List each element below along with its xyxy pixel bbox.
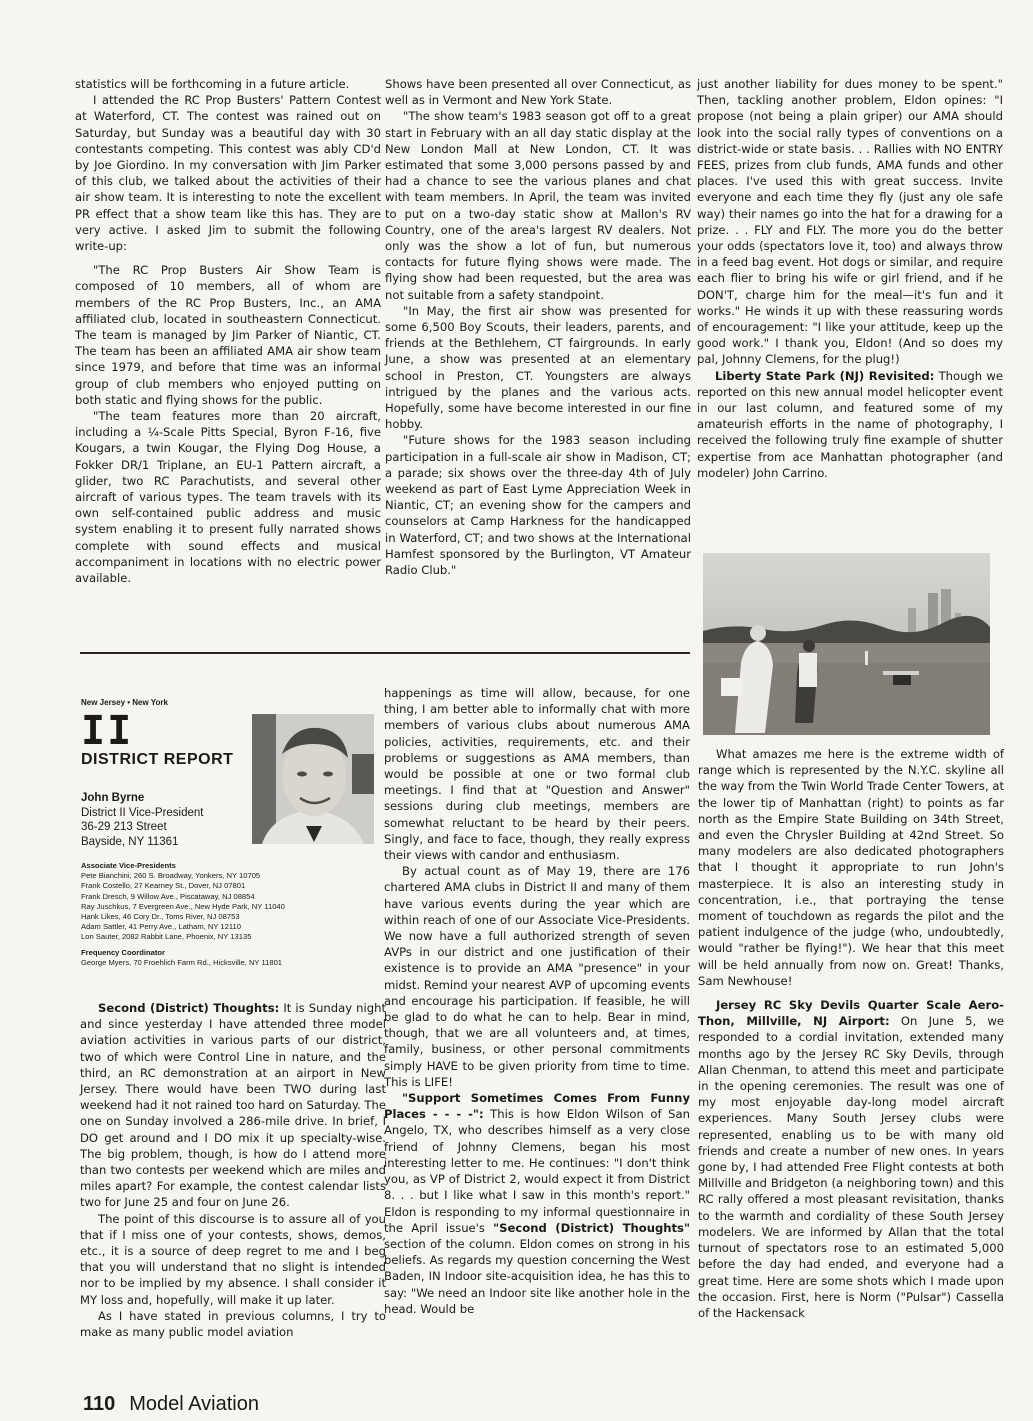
page-number: 110 bbox=[83, 1393, 116, 1415]
vp-street: 36-29 213 Street bbox=[81, 821, 167, 833]
paragraph-text: Though we reported on this new annual model helicopter event in our last column, and featured some of my amateurish efforts in the name of photography, I received the following truly fine example of shutter expertise from ace Manhattan photographer (and modeler) John Carrino. bbox=[697, 368, 1003, 480]
avp-entry: Pete Bianchini, 260 S. Broadway, Yonkers, NY 10705 bbox=[81, 871, 261, 881]
vp-city: Bayside, NY 11361 bbox=[81, 835, 179, 848]
vp-title: District II Vice-President bbox=[81, 806, 204, 819]
avp-entry: Hank Likes, 46 Cory Dr., Toms River, NJ 08753 bbox=[81, 912, 240, 922]
region-label: New Jersey • New York bbox=[81, 698, 168, 707]
subhead-liberty-state-park: Liberty State Park (NJ) Revisited: bbox=[715, 368, 935, 383]
paragraph: I attended the RC Prop Busters' Pattern Contest at Waterford, CT. The contest was rained out on Saturday, but Sunday was a beautiful day with 30 contestants competing. This contest was ably CD'd by Joe Giordino. In my conversation with Jim Parker of this club, we talked about the activities of their air show team. It is interesting to note the excellent PR effect that a show team like this has. They are very active. I asked Jim to submit the following write-up: bbox=[75, 93, 381, 254]
avp-entry: Ray Juschkus, 7 Evergreen Ave., New Hyde Park, NY 11040 bbox=[81, 901, 285, 911]
inline-bold: "Second (District) Thoughts" bbox=[493, 1220, 690, 1235]
subhead-second-district-thoughts: Second (District) Thoughts: bbox=[98, 1001, 280, 1015]
vp-name: John Byrne bbox=[81, 792, 145, 804]
paragraph-text: On June 5, we responded to a cordial invitation, extended many months ago by the Jersey RC Sky Devils, through Allan Chenman, to attend this meet and participate in the opening ceremonies. The result was one of my most enjoyable day-long model aircraft experiences. Many South Jersey clubs were represented, enabling us to be with many old friends and create a number of new ones. In years gone by, I had attended Free Flight contests at both Millville and Bridgeton (a neighboring town) and this RC rally offered a most pleasant revisitation, thanks to the warmth and cordiality of these South Jersey modelers. We are informed by Allan that the total turnout of spectators rose to an estimated 5,000 before the day had ended, and everyone had a great time. Here are some shots which I made upon the occasion. First, here is Norm ("Pulsar") Cassella of the Hackensack bbox=[698, 1014, 1004, 1320]
section-title: DISTRICT REPORT bbox=[81, 751, 234, 768]
avp-heading: Associate Vice-Presidents bbox=[81, 861, 176, 870]
paragraph-text: section of the column. Eldon comes on strong in his beliefs. As regards my question concerning the West Baden, IN Indoor site-acquisition idea, he has this to say: "We need an Indoor site like another hole in the head. Would be bbox=[384, 1236, 690, 1316]
paragraph-text: It is Sunday night and since yesterday I have attended three model aviation activities in various parts of our district, two of which were Control Line in nature, and the third, an RC demonstration at an airport in New Jersey. There would have been TWO during last weekend had it not rained too hard on Saturday. The one on Sunday involved a 286-mile drive. In brief, I DO get around and I DO mix it up specialty-wise. The big problem, though, is how do I attend more than two contests per weekend which are miles and miles apart? For example, the contest calendar lists two for June 25 and four on June 26. bbox=[80, 1001, 386, 1210]
column-6 bbox=[698, 746, 1004, 1321]
portrait-image bbox=[252, 714, 374, 844]
column-3 bbox=[697, 76, 1003, 481]
column-4 bbox=[80, 1000, 386, 1340]
paragraph-text: This is how Eldon Wilson of San Angelo, TX, who describes himself as a very close friend of Johnny Clemens, began his most interesting letter to me. He continues: "I don't think you, as VP of District 2, would expect it from District 8. . . but I like what I saw in this month's report." Eldon is responding to my informal questionnaire in the April issue's bbox=[384, 1107, 690, 1235]
photo-image bbox=[703, 553, 990, 735]
paragraph: As I have stated in previous columns, I try to make as many public model aviation bbox=[80, 1308, 386, 1340]
avp-entry: Frank Costello, 27 Kearney St., Dover, NJ 07801 bbox=[81, 881, 246, 891]
paragraph: "The RC Prop Busters Air Show Team is composed of 10 members, all of whom are members of the RC Prop Busters, Inc., an AMA affiliated club, located in southeastern Connecticut. The team is managed by Jim Parker of Niantic, CT. The team has been an affiliated AMA air show team since 1979, and before that time was an informal group of club members who enjoyed putting on both static and flying shows for the public. bbox=[75, 263, 381, 407]
photo-rc-helicopter-field bbox=[703, 553, 990, 735]
subhead-jersey-sky-devils: Jersey RC Sky Devils Quarter Scale Aero-Thon, Millville, NJ Airport: bbox=[698, 998, 1004, 1029]
avp-entry: Lon Sauter, 2082 Rabbit Lane, Phoenix, NY 13135 bbox=[81, 932, 252, 942]
paragraph bbox=[384, 1090, 690, 1317]
paragraph: Shows have been presented all over Connecticut, as well as in Vermont and New York State. bbox=[385, 77, 691, 108]
magazine-name: Model Aviation bbox=[129, 1393, 259, 1415]
paragraph: The point of this discourse is to assure all of you that if I miss one of your contests, shows, demos, etc., it is a source of deep regret to me and I beg that you will understand that no slight is intended nor to be implied by my absence. I shall consider it MY loss and, hopefully, will make it up later. bbox=[80, 1211, 386, 1307]
paragraph bbox=[80, 1000, 386, 1211]
subhead-support: "Support Sometimes Comes From Funny Places - - - -": bbox=[384, 1091, 690, 1122]
paragraph: statistics will be forthcoming in a future article. bbox=[75, 77, 350, 91]
paragraph: just another liability for dues money to be spent." Then, tackling another problem, Eldon opines: "I propose (not being a plain griper) our AMA should look into the social rally types of conventions on a district-wide or state basis. . . Rallies with NO ENTRY FEES, prizes from club funds, AMA funds and other places. I've used this with great success. Invite everyone and each time they fly (just any ole safe way) their names go into the hat for a drawing for a prize. . . FLY and FLY. The more you do the better your odds (spectators love it, too) and always throw in a feed bag event. Hot dogs or similar, and require each flier to bring his wife or girl friend, and if he DON'T, charge him for the meal—it's fun and it works." He winds it up with these reassuring words of encouragement: "I like your attitude, keep up the good work." I thank you, Eldon! (And so does my pal, Johnny Clemens, for the plug!) bbox=[697, 77, 1003, 367]
column-1 bbox=[75, 76, 381, 586]
paragraph bbox=[697, 368, 1003, 481]
district-numeral: II bbox=[81, 708, 134, 754]
paragraph bbox=[698, 997, 1004, 1321]
column-2 bbox=[385, 76, 691, 578]
associate-vps bbox=[81, 861, 381, 968]
freq-heading: Frequency Coordinator bbox=[81, 947, 165, 957]
section-divider bbox=[80, 652, 690, 654]
column-5 bbox=[384, 685, 690, 1317]
paragraph: "In May, the first air show was presented for some 6,500 Boy Scouts, their leaders, parents, and friends at the Bethlehem, CT fairgrounds. In early June, a show was presented at an elementary school in Preston, CT. Youngsters are always intrigued by the planes and the various acts. Hopefully, some have become interested in our fine hobby. bbox=[385, 303, 691, 432]
paragraph: happenings as time will allow, because, for one thing, I am better able to informally chat with more members of various clubs about numerous AMA policies, activities, requirements, etc. and their problems or suggestions as AMA members, than would be possible at one or two formal club meetings. I find that at "Question and Answer" sessions during club meetings, members are somewhat reluctant to be heard by their peers. Singly, and face to face, though, they really express their views with candor and enthusiasm. bbox=[384, 686, 690, 863]
paragraph: What amazes me here is the extreme width of range which is represented by the N.Y.C. skyline all the way from the Twin World Trade Center Towers, at the lower tip of Manhattan (right) to points as far north as the Empire State Building on 34th Street, and even the Chrysler Building at 42nd Street. So many modelers are also dedicated photographers that I thought it appropriate to run John's masterpiece. It is also an interesting study in concentration, i.e., that portraying the tense moment of touchdown as regards the pilot and the patient indulgence of the judge (who, undoubtedly, would "rather be flying!"). We hear that this meet will be held annually from now on. Great! Thanks, Sam Newhouse! bbox=[698, 747, 1004, 988]
paragraph: By actual count as of May 19, there are 176 chartered AMA clubs in District II and many of them have various events during the year which are within reach of one of our Associate Vice-Presidents. We now have a full authorized strength of seven AVPs in our district and one justification of their existence is to provide an AMA "presence" in your midst. Remind your nearest AVP of upcoming events and encourage his participation. If feasible, he will be glad to do what he can to help. Bear in mind, though, that we are all volunteers and, at times, family, business, or other personal commitments simply HAVE to be given priority from time to time. This is LIFE! bbox=[384, 864, 690, 1089]
freq-entry: George Myers, 70 Froehlich Farm Rd., Hicksville, NY 11801 bbox=[81, 957, 283, 967]
paragraph: "Future shows for the 1983 season including participation in a full-scale air show in Madison, CT; a parade; six shows over the three-day 4th of July weekend as part of East Lyme Appreciation Week in Niantic, CT; an evening show for the campers and counselors at Camp Harkness for the handicapped in Waterford, CT; and two shows at the International Hamfest sponsored by the Burlington, VT Amateur Radio Club." bbox=[385, 433, 691, 578]
avp-entry: Frank Dresch, 9 Willow Ave., Piscataway, NJ 08854 bbox=[81, 891, 255, 901]
page-footer bbox=[83, 1393, 259, 1416]
portrait-john-byrne bbox=[252, 714, 374, 844]
paragraph: "The show team's 1983 season got off to a great start in February with an all day static display at the New London Mall at New London, CT. It was estimated that some 3,000 persons passed by and had a chance to see the various planes and chat with team members. In April, the team was invited to put on a two-day static show at Mallon's RV Country, one of the area's largest RV dealers. Not only was the show a lot of fun, but numerous contacts for future flying shows were made. The flying show had been requested, but the area was not suitable from a safety standpoint. bbox=[385, 109, 691, 302]
paragraph: "The team features more than 20 aircraft, including a ¼-Scale Pitts Special, Byron F-16, five Kougars, a twin Kougar, the Flying Dog House, a Fokker DR/1 Triplane, an EU-1 Pattern aircraft, a glider, two RC Parachutists, and several other aircraft of various types. The team travels with its own self-contained public address and music system enabling it to present fully narrated shows complete with sound effects and musical accompaniment in locations with no electric power available. bbox=[75, 409, 381, 586]
avp-entry: Adam Sattler, 41 Perry Ave., Latham, NY 12110 bbox=[81, 922, 241, 932]
